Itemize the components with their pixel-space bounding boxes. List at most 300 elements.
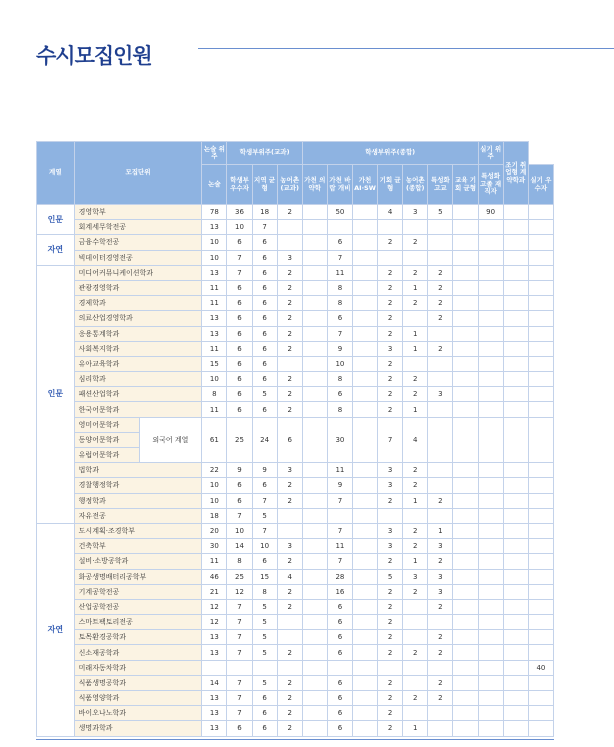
value-cell: [403, 311, 428, 326]
value-cell: 6: [327, 615, 352, 630]
value-cell: 2: [378, 554, 403, 569]
value-cell: [302, 660, 327, 675]
value-cell: [352, 311, 377, 326]
value-cell: 2: [428, 493, 453, 508]
header-unit: 모집단위: [74, 142, 202, 205]
title-rule: [198, 48, 614, 49]
value-cell: 10: [227, 523, 252, 538]
value-cell: [503, 356, 528, 371]
unit-cell: 미래자동차학과: [74, 660, 202, 675]
value-cell: [528, 356, 553, 371]
value-cell: [503, 493, 528, 508]
value-cell: 2: [277, 280, 302, 295]
value-cell: 13: [202, 220, 227, 235]
value-cell: 2: [277, 554, 302, 569]
value-cell: 3: [277, 539, 302, 554]
value-cell: 30: [327, 417, 352, 463]
value-cell: [352, 675, 377, 690]
value-cell: [528, 311, 553, 326]
value-cell: 8: [252, 584, 277, 599]
value-cell: 6: [252, 341, 277, 356]
value-cell: [302, 630, 327, 645]
table-row: [37, 569, 554, 584]
table-row: [37, 402, 554, 417]
value-cell: [302, 508, 327, 523]
value-cell: 11: [327, 463, 352, 478]
value-cell: 1: [403, 341, 428, 356]
value-cell: 6: [227, 280, 252, 295]
value-cell: 2: [378, 280, 403, 295]
value-cell: 10: [202, 250, 227, 265]
value-cell: [302, 387, 327, 402]
value-cell: [503, 478, 528, 493]
unit-cell: 도시계획·조경학부: [74, 523, 202, 538]
value-cell: 6: [252, 326, 277, 341]
value-cell: [453, 508, 478, 523]
value-cell: 2: [378, 493, 403, 508]
value-cell: 18: [252, 205, 277, 220]
value-cell: 3: [378, 539, 403, 554]
value-cell: [428, 508, 453, 523]
header-nongeochon-jonghap: 농어촌 (종합): [403, 165, 428, 205]
table-row: [37, 463, 554, 478]
value-cell: 6: [252, 721, 277, 736]
value-cell: [352, 569, 377, 584]
value-cell: 22: [202, 463, 227, 478]
value-cell: 7: [227, 508, 252, 523]
value-cell: [302, 311, 327, 326]
value-cell: 7: [252, 493, 277, 508]
value-cell: 3: [403, 569, 428, 584]
value-cell: 16: [327, 584, 352, 599]
value-cell: [352, 296, 377, 311]
value-cell: [302, 675, 327, 690]
value-cell: 8: [327, 296, 352, 311]
value-cell: 13: [202, 326, 227, 341]
value-cell: [528, 250, 553, 265]
value-cell: 6: [327, 645, 352, 660]
value-cell: 15: [252, 569, 277, 584]
value-cell: [453, 493, 478, 508]
value-cell: [453, 539, 478, 554]
value-cell: 2: [378, 296, 403, 311]
value-cell: [503, 615, 528, 630]
table-row: [37, 675, 554, 690]
value-cell: 10: [252, 539, 277, 554]
value-cell: 9: [327, 478, 352, 493]
table-row: [37, 478, 554, 493]
unit-cell: 산업공학전공: [74, 599, 202, 614]
value-cell: 3: [378, 341, 403, 356]
value-cell: [403, 599, 428, 614]
value-cell: 11: [202, 402, 227, 417]
value-cell: 2: [403, 645, 428, 660]
value-cell: [302, 341, 327, 356]
value-cell: [403, 508, 428, 523]
value-cell: 13: [202, 645, 227, 660]
unit-cell: 관광경영학과: [74, 280, 202, 295]
value-cell: [403, 615, 428, 630]
value-cell: [302, 235, 327, 250]
value-cell: 7: [227, 250, 252, 265]
unit-cell: 식품영양학과: [74, 691, 202, 706]
value-cell: 1: [428, 523, 453, 538]
value-cell: [302, 599, 327, 614]
value-cell: 2: [378, 721, 403, 736]
value-cell: 2: [378, 599, 403, 614]
value-cell: 10: [202, 478, 227, 493]
value-cell: 13: [202, 265, 227, 280]
value-cell: [428, 721, 453, 736]
table-row: [37, 280, 554, 295]
unit-cell: 빅데이터경영전공: [74, 250, 202, 265]
value-cell: [503, 523, 528, 538]
value-cell: 2: [277, 691, 302, 706]
value-cell: [528, 630, 553, 645]
value-cell: 6: [327, 721, 352, 736]
value-cell: [352, 523, 377, 538]
value-cell: [227, 660, 252, 675]
value-cell: 6: [227, 478, 252, 493]
unit-cell: 패션산업학과: [74, 387, 202, 402]
value-cell: [478, 356, 503, 371]
value-cell: [352, 326, 377, 341]
table-row: [37, 554, 554, 569]
table-row: [37, 235, 554, 250]
value-cell: 6: [327, 311, 352, 326]
value-cell: [503, 539, 528, 554]
value-cell: 6: [327, 675, 352, 690]
value-cell: 1: [403, 493, 428, 508]
value-cell: [478, 341, 503, 356]
value-cell: 2: [378, 356, 403, 371]
unit-cell: 응용통계학과: [74, 326, 202, 341]
value-cell: 2: [428, 691, 453, 706]
value-cell: [403, 660, 428, 675]
value-cell: [352, 372, 377, 387]
value-cell: 2: [428, 645, 453, 660]
value-cell: [453, 721, 478, 736]
value-cell: 2: [403, 463, 428, 478]
value-cell: [428, 220, 453, 235]
header-teuksung: 특성화 고교: [428, 165, 453, 205]
value-cell: [428, 706, 453, 721]
value-cell: [503, 630, 528, 645]
table-row: [37, 326, 554, 341]
unit-cell: 스마트팩토리전공: [74, 615, 202, 630]
value-cell: 15: [202, 356, 227, 371]
value-cell: [352, 508, 377, 523]
value-cell: 7: [327, 326, 352, 341]
value-cell: [478, 250, 503, 265]
value-cell: [378, 660, 403, 675]
value-cell: [453, 205, 478, 220]
value-cell: [478, 508, 503, 523]
value-cell: 4: [378, 205, 403, 220]
value-cell: [528, 599, 553, 614]
value-cell: 2: [378, 675, 403, 690]
value-cell: [352, 205, 377, 220]
value-cell: [453, 296, 478, 311]
value-cell: [277, 630, 302, 645]
value-cell: 7: [227, 645, 252, 660]
value-cell: [478, 599, 503, 614]
value-cell: [277, 508, 302, 523]
value-cell: [528, 539, 553, 554]
value-cell: 13: [202, 691, 227, 706]
value-cell: [528, 372, 553, 387]
value-cell: 4: [277, 569, 302, 584]
value-cell: [478, 721, 503, 736]
value-cell: 7: [327, 554, 352, 569]
value-cell: [503, 250, 528, 265]
value-cell: [528, 721, 553, 736]
table-row: [37, 493, 554, 508]
value-cell: [378, 250, 403, 265]
value-cell: [478, 660, 503, 675]
value-cell: [378, 508, 403, 523]
value-cell: [302, 326, 327, 341]
value-cell: [478, 493, 503, 508]
value-cell: [478, 296, 503, 311]
value-cell: 11: [202, 554, 227, 569]
value-cell: 11: [327, 265, 352, 280]
value-cell: [352, 265, 377, 280]
value-cell: [352, 280, 377, 295]
table-row: [37, 250, 554, 265]
value-cell: 2: [403, 372, 428, 387]
value-cell: [503, 599, 528, 614]
unit-cell: 화공생명배터리공학부: [74, 569, 202, 584]
value-cell: [503, 205, 528, 220]
value-cell: [277, 660, 302, 675]
header-nonsul-group: 논술 위주: [202, 142, 227, 165]
value-cell: 90: [478, 205, 503, 220]
value-cell: [453, 691, 478, 706]
value-cell: 18: [202, 508, 227, 523]
value-cell: 6: [252, 280, 277, 295]
value-cell: [503, 341, 528, 356]
value-cell: 10: [202, 372, 227, 387]
value-cell: [352, 402, 377, 417]
value-cell: 2: [277, 296, 302, 311]
value-cell: 12: [202, 615, 227, 630]
value-cell: 2: [403, 387, 428, 402]
value-cell: [528, 463, 553, 478]
header-hakseng-usu: 학생부 우수자: [227, 165, 252, 205]
value-cell: 36: [227, 205, 252, 220]
admission-table: [36, 141, 554, 737]
value-cell: 11: [202, 296, 227, 311]
value-cell: 2: [277, 478, 302, 493]
value-cell: [478, 615, 503, 630]
value-cell: [352, 250, 377, 265]
value-cell: [453, 554, 478, 569]
value-cell: 2: [277, 326, 302, 341]
value-cell: 2: [428, 296, 453, 311]
unit-cell: 영미어문학과: [74, 417, 139, 432]
value-cell: 6: [252, 402, 277, 417]
table-row: [37, 372, 554, 387]
value-cell: 2: [378, 311, 403, 326]
value-cell: [503, 417, 528, 463]
value-cell: [277, 235, 302, 250]
unit-cell: 식품생명공학과: [74, 675, 202, 690]
value-cell: [428, 417, 453, 463]
value-cell: [428, 463, 453, 478]
unit-cell: 회계세무학전공: [74, 220, 202, 235]
unit-cell: 심리학과: [74, 372, 202, 387]
value-cell: [478, 706, 503, 721]
value-cell: 6: [252, 356, 277, 371]
page-title: 수시모집인원: [36, 44, 152, 68]
header-gyogwa-group: 학생부위주(교과): [227, 142, 302, 165]
value-cell: 8: [227, 554, 252, 569]
table-row: [37, 220, 554, 235]
value-cell: 3: [378, 523, 403, 538]
value-cell: 5: [252, 615, 277, 630]
value-cell: [478, 523, 503, 538]
value-cell: 13: [202, 721, 227, 736]
value-cell: [428, 326, 453, 341]
value-cell: 5: [252, 508, 277, 523]
value-cell: [453, 326, 478, 341]
value-cell: 3: [403, 205, 428, 220]
unit-cell: 건축학부: [74, 539, 202, 554]
value-cell: 30: [202, 539, 227, 554]
unit-cell: 한국어문학과: [74, 402, 202, 417]
header-gihoe-gyunhyeong: 기회 균형: [378, 165, 403, 205]
value-cell: 13: [202, 706, 227, 721]
value-cell: [302, 463, 327, 478]
value-cell: 78: [202, 205, 227, 220]
value-cell: [403, 706, 428, 721]
value-cell: [302, 417, 327, 463]
value-cell: 28: [327, 569, 352, 584]
value-cell: [478, 630, 503, 645]
value-cell: [503, 372, 528, 387]
value-cell: [503, 675, 528, 690]
value-cell: [352, 341, 377, 356]
value-cell: 2: [378, 265, 403, 280]
value-cell: [503, 508, 528, 523]
value-cell: 2: [378, 630, 403, 645]
group-label-cell: 외국어 계열: [139, 417, 202, 463]
value-cell: 6: [252, 691, 277, 706]
value-cell: [453, 402, 478, 417]
value-cell: [528, 402, 553, 417]
value-cell: 9: [327, 341, 352, 356]
value-cell: [352, 387, 377, 402]
value-cell: 2: [277, 311, 302, 326]
value-cell: [528, 645, 553, 660]
value-cell: [453, 599, 478, 614]
value-cell: 7: [227, 615, 252, 630]
value-cell: 7: [227, 706, 252, 721]
value-cell: [453, 265, 478, 280]
value-cell: 2: [277, 721, 302, 736]
header-jonghap-group: 학생부위주(종합): [302, 142, 478, 165]
value-cell: 6: [327, 706, 352, 721]
unit-cell: 경찰행정학과: [74, 478, 202, 493]
value-cell: [277, 615, 302, 630]
table-row: [37, 645, 554, 660]
value-cell: [302, 706, 327, 721]
unit-cell: 법학과: [74, 463, 202, 478]
value-cell: 6: [252, 235, 277, 250]
value-cell: 1: [403, 554, 428, 569]
header-gachon-baram: 가천 바람 개비: [327, 165, 352, 205]
value-cell: [352, 721, 377, 736]
value-cell: [302, 250, 327, 265]
value-cell: 6: [252, 478, 277, 493]
value-cell: [528, 235, 553, 250]
value-cell: [478, 220, 503, 235]
value-cell: [503, 311, 528, 326]
header-silgi-usu: 실기 우수자: [528, 165, 553, 205]
value-cell: 2: [403, 265, 428, 280]
value-cell: [503, 326, 528, 341]
value-cell: [478, 675, 503, 690]
value-cell: [478, 478, 503, 493]
value-cell: 2: [428, 280, 453, 295]
value-cell: 6: [327, 630, 352, 645]
value-cell: [352, 220, 377, 235]
value-cell: [503, 463, 528, 478]
unit-cell: 미디어커뮤니케이션학과: [74, 265, 202, 280]
value-cell: [528, 523, 553, 538]
value-cell: [428, 250, 453, 265]
value-cell: 6: [227, 311, 252, 326]
value-cell: [352, 599, 377, 614]
value-cell: [302, 554, 327, 569]
value-cell: 6: [252, 706, 277, 721]
value-cell: [503, 402, 528, 417]
value-cell: 2: [378, 387, 403, 402]
value-cell: 4: [403, 417, 428, 463]
category-cell: 인문: [37, 265, 75, 523]
value-cell: [503, 387, 528, 402]
value-cell: 7: [227, 630, 252, 645]
value-cell: 40: [528, 660, 553, 675]
value-cell: [302, 584, 327, 599]
value-cell: 1: [403, 280, 428, 295]
value-cell: 2: [403, 584, 428, 599]
bottom-rule: [36, 739, 554, 740]
value-cell: 2: [277, 205, 302, 220]
unit-cell: 설비·소방공학과: [74, 554, 202, 569]
value-cell: 6: [327, 691, 352, 706]
unit-cell: 신소재공학과: [74, 645, 202, 660]
value-cell: [302, 539, 327, 554]
value-cell: [528, 341, 553, 356]
value-cell: 3: [378, 463, 403, 478]
value-cell: 6: [252, 250, 277, 265]
value-cell: 6: [327, 599, 352, 614]
value-cell: 5: [252, 645, 277, 660]
value-cell: [352, 691, 377, 706]
value-cell: [503, 220, 528, 235]
value-cell: 61: [202, 417, 227, 463]
value-cell: [302, 569, 327, 584]
value-cell: [453, 569, 478, 584]
unit-cell: 동양어문학과: [74, 432, 139, 447]
value-cell: [503, 584, 528, 599]
value-cell: [528, 569, 553, 584]
value-cell: [528, 478, 553, 493]
value-cell: [453, 706, 478, 721]
value-cell: 6: [252, 554, 277, 569]
